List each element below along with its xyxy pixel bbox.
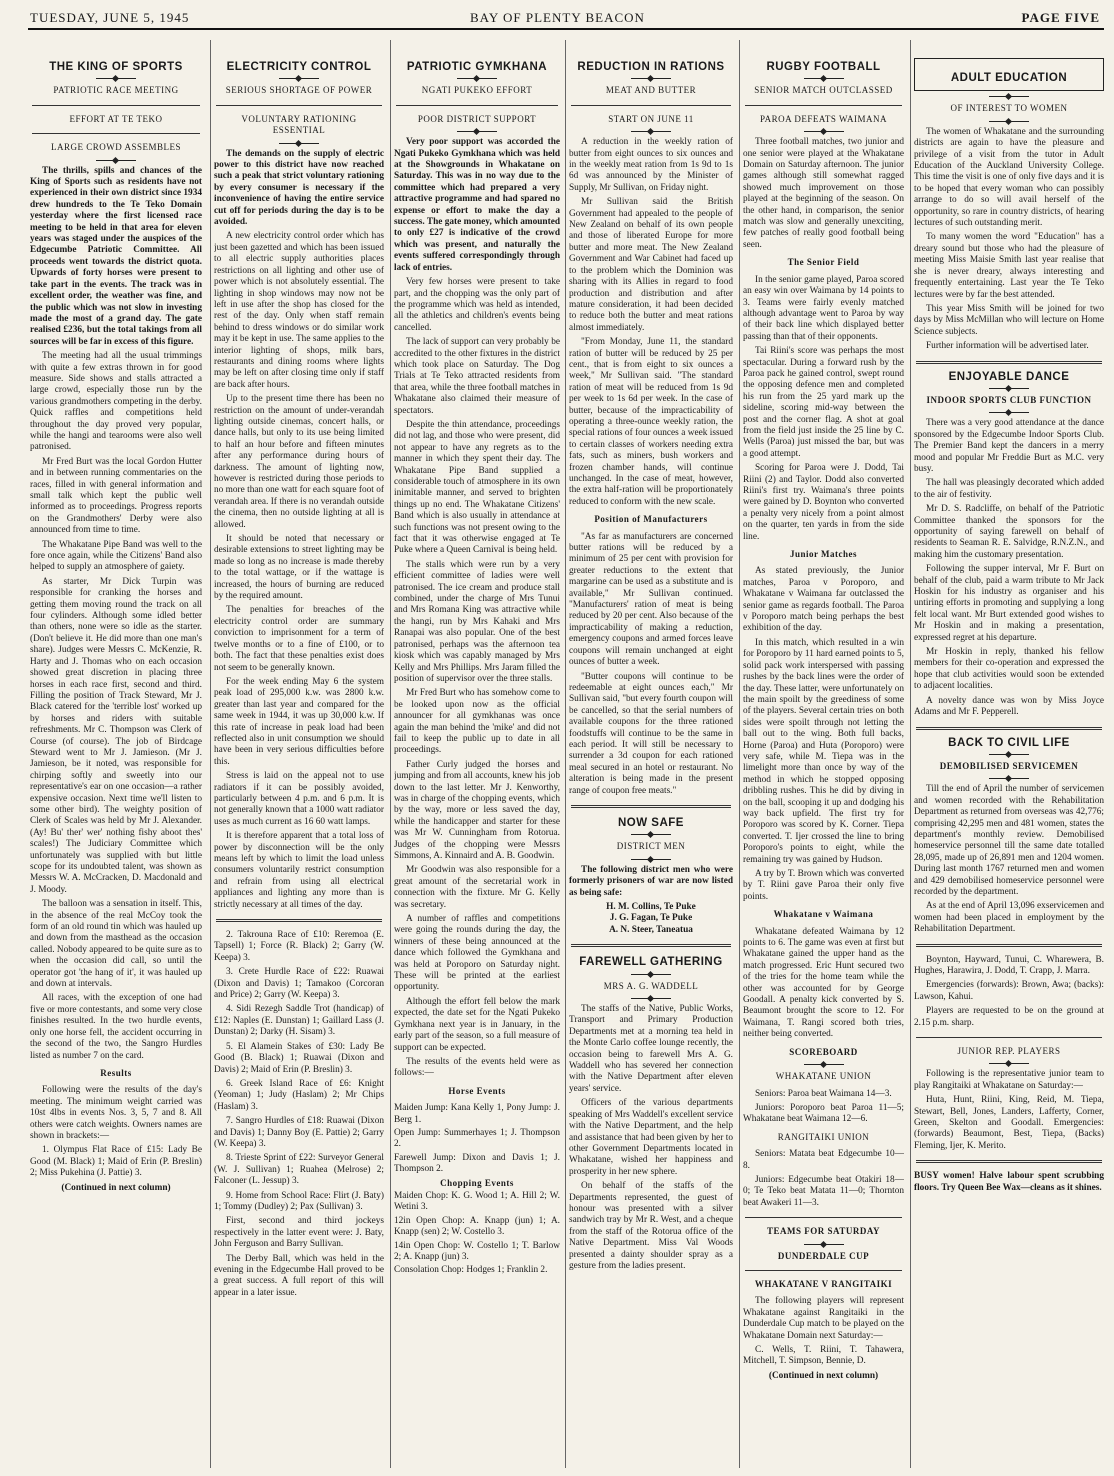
ornament-rule xyxy=(804,1244,844,1245)
paragraph: A novelty dance was won by Miss Joyce Adams and Mr F. Pepperell. xyxy=(914,695,1104,718)
chopping-events-heading: Chopping Events xyxy=(440,1177,514,1188)
paragraph: As at the end of April 13,096 exservicemen and women had been placed in employment by the Rehabilitation Department. xyxy=(914,901,1104,935)
paragraph: Players are requested to be on the ground at 2.15 p.m. sharp. xyxy=(914,1006,1104,1028)
paragraph: The stalls which were run by a very efficient committee of ladies were well patronised. The ice cream and produce stall combined, under the charge of Mrs Tunui and Mrs Romana King was attractive while the hangi, run by Mrs Kahaki and Mrs Ranapai was also popular. One of the best patronised, perhaps was the afternoon tea kiosk which was capably managed by Mrs Kelly and Mrs Phillips. Mrs Jaram filled the position of supervisor over the three stalls. xyxy=(394,559,560,684)
electricity-lead: The demands on the supply of electric power to this district have now reached such a peak that strict voluntary rationing by every consumer is necessary if the inconvenience of having the entire service cut off for periods during the day is to be avoided. xyxy=(214,148,384,228)
paragraph: In this match, which resulted in a win for Poroporo by 11 hard earned points to 5, solid pack work interspersed with passing rushes by the back lines were the order of the day. These latter, were unfortunately on the main spoilt by the greediness of some of the players. Several certain tries on both sides were spoilt through not letting the ball out to the wing. Both full backs, Horne (Paroa) and Huta (Poroporo) were very safe, while M. Tiepa was in the limelight more than once by way of the method in which he stopped opposing dribbling rushes. This he did by diving in on the ball, scooping it up and dodging his way back upfield. The first try for Poroporo was scored by K. Corner. Tiepa converted. T. Ijer crossed the line to bring Poroporo's points to eight, while the remaining try was gained by Hudson. xyxy=(743,637,904,865)
ornament-rule xyxy=(631,131,671,132)
event-result: Farewell Jump: Dixon and Davis 1; J. Thompson 2. xyxy=(394,1152,560,1175)
gymkhana-deck: NGATI PUKEKO EFFORT xyxy=(421,85,533,96)
ornament-rule xyxy=(989,96,1029,97)
column-adult-education xyxy=(914,34,1104,1466)
junior-rep-heading: JUNIOR REP. PLAYERS xyxy=(957,1046,1061,1057)
race-deck: PATRIOTIC RACE MEETING xyxy=(53,85,179,96)
page-number: PAGE FIVE xyxy=(1021,10,1100,25)
paragraph: Mr Sullivan said the British Government had appealed to the people of New Zealand on behalf of its own people and those of liberated Europe for more butter and more meat. The New Zealand Government and War Cabinet had faced up to the problem which the Dominion was sharing with its Allies in regard to food production and distribution and after mature consideration, it had been decided to reduce both the butter and meat rations almost immediately. xyxy=(569,197,733,333)
divider xyxy=(571,105,731,106)
column-rule xyxy=(390,40,391,1468)
paragraph: The balloon was a sensation in itself. This, in the absence of the real McCoy took the form of an old round tin which was hauled up and down from the masthead as the occasion called. Nobody appeared to be quite sure as to when the occasion did call, so until the operator got 'the hang of it', it was hauled up and down at intervals. xyxy=(30,899,202,990)
gymkhana-lead: Very poor support was accorded the Ngati Pukeko Gymkhana which was held at the Showgrounds in Whakatane on Saturday. This was in no way due to the committee which had prepared a very attractive programme and had spared no expense or effort to make the day a success. The gate money, which amounted to only £27 is indicative of the crowd which was present, and naturally the events suffered correspondingly through lack of entries. xyxy=(394,137,560,273)
paragraph: Tai Riini's score was perhaps the most spectacular. During a forward rush by the Paroa pack he gained control, swept round the opposing defence men and completed his run from the 25 yard mark up the sideline, scoring mid-way between the post and the corner flag. A shot at goal from the field just inside the 25 line by C. Wells (Paroa) just missed the bar, but was a good attempt. xyxy=(743,346,904,459)
manufacturers-heading: Position of Manufacturers xyxy=(594,514,708,525)
column-rugby xyxy=(743,34,904,1466)
queen-bee-wax-advert: BUSY women! Halve labour spent scrubbing floors. Try Queen Bee Wax—cleans as it shines. xyxy=(914,1171,1104,1193)
paragraph: Following the supper interval, Mr F. Burt on behalf of the club, paid a warm tribute to Mr Jack Hoskin for his industry as organiser and his untiring efforts in promoting and supplying a long felt local want. Mr Burt extended good wishes to Mr Hoskin and in making a presentation, expressed regret at his departure. xyxy=(914,564,1104,643)
civil-life-deck: DEMOBILISED SERVICEMEN xyxy=(939,760,1079,771)
senior-field-heading: The Senior Field xyxy=(787,257,860,268)
ornament-rule xyxy=(804,1064,844,1065)
paragraph: Huta, Hunt, Riini, King, Reid, M. Tiepa, Stewart, Bell, Jones, Landers, Lafferty, Corner, Green, Skelton and Goodall. Emergencies: (forwards) Beaumont, Best, Tiepa, (Backs) Fleming, Ijer, K. Merito. xyxy=(914,1095,1104,1151)
electricity-headline: ELECTRICITY CONTROL xyxy=(226,61,372,73)
masthead-rule xyxy=(28,28,1104,30)
ornament-rule xyxy=(989,754,1029,755)
paragraph: Father Curly judged the horses and jumping and from all accounts, knew his job down to the last letter. Mr J. Kenworthy, was in charge of the chopping events, which by the way, more or less saved the day, while the handicapper and starter for these was Mr W. Cunningham from Rotorua. Judges of the chopping were Messrs Simmons, A. Kinnaird and A. B. Goodwin. xyxy=(394,759,560,861)
paragraph: It is therefore apparent that a total loss of power by disconnection will be the only means left by which to limit the load unless consumers voluntarily restrict consumption and refrain from using all electrical appliances and lighting any more than is strictly necessary at all times of the day. xyxy=(214,831,384,910)
paragraph: "From Monday, June 11, the standard ration of butter will be reduced by 25 per cent., that is from eight to six ounces a week," Mr Sullivan said. "The standard ration of meat will be reduced from 1s 9d per week to 1s 6d per week. In the case of butter, because of the impracticability of operating a three-ounce weekly ration, the special rations of four ounces a week issued to certain classes of workers needing extra fats, such as miners, bush workers and frozen chamber hands, will continue unchanged. In the case of meat, however, the extra half-ration will be proportionately reduced to conform with the new scale. xyxy=(569,337,733,507)
paragraph: For the week ending May 6 the system peak load of 295,000 k.w. was 2800 k.w. greater than last year and compared for the same week in 1944, it was up 30,000 k.w. If this rate of increase in peak load had been reflected also in unit consumption we should have been in very serious difficulties before this. xyxy=(214,676,384,767)
dance-headline: ENJOYABLE DANCE xyxy=(948,370,1070,383)
paragraph: On behalf of the staffs of the Departments represented, the guest of honour was presented with a silver sandwich tray by Mr R. West, and a cheque from the staff of the Rotorua office of the Native Department. Miss Val Woods presented a dainty shoulder spray as a gesture from the ladies present. xyxy=(569,1181,733,1271)
divider xyxy=(745,1217,902,1218)
ornament-rule xyxy=(804,78,844,79)
divider xyxy=(745,105,902,106)
paragraph: Up to the present time there has been no restriction on the amount of under-verandah lighting outside cinemas, concert halls, or dance halls, but only to its use being limited to half an hour before and fifteen minutes after any performance during hours of darkness. The amount of lighting now, however is restricted during those periods to no more than one watt for each square foot of verandah area. If there is no verandah outside the cinema, then no outside lighting at all is allowed. xyxy=(214,394,384,530)
divider xyxy=(916,1037,1102,1038)
race-result: 9. Home from School Race: Flirt (J. Baty) 1; Tommy (Dudley) 2; Pax (Sullivan) 3. xyxy=(214,1190,384,1212)
paragraph: Despite the thin attendance, proceedings did not lag, and those who were present, did not appear to have any regrets as to the manner in which they spent their day. The Whakatane Pipe Band supplied a considerable touch of atmosphere in its own inimitable manner, and served to brighten things up no end. The Whakatane Citizens' Band which is also usually in attendance at such functions was not present owing to the fact that it was otherwise engaged at Te Puke where a Queen Carnival is being held. xyxy=(394,419,560,556)
safe-name: H. M. Collins, Te Puke xyxy=(606,902,696,912)
paragraph: The Whakatane Pipe Band was well to the fore once again, while the Citizens' Band also helped to supply an atmosphere of gaiety. xyxy=(30,539,202,573)
paragraph: First, second and third jockeys respectively in the latter event were: J. Baty, John Ferguson and Barry Sullivan. xyxy=(214,1216,384,1250)
divider xyxy=(916,361,1102,364)
divider xyxy=(32,105,200,106)
ornament-rule xyxy=(989,412,1029,413)
whakatane-union-heading: WHAKATANE UNION xyxy=(775,1071,872,1082)
paragraph: Emergencies (forwards): Brown, Awa; (backs): Lawson, Kahui. xyxy=(914,980,1104,1002)
paragraph: The results of the events held were as follows:— xyxy=(394,1056,560,1079)
now-safe-headline: NOW SAFE xyxy=(618,816,684,829)
adult-education-deck: OF INTEREST TO WOMEN xyxy=(950,103,1068,114)
ornament-rule xyxy=(96,78,136,79)
divider xyxy=(916,727,1102,730)
dance-deck: INDOOR SPORTS CLUB FUNCTION xyxy=(926,394,1092,405)
issue-date: TUESDAY, JUNE 5, 1945 xyxy=(30,10,190,25)
ornament-rule xyxy=(631,78,671,79)
divider xyxy=(916,1160,1102,1163)
paragraph: A reduction in the weekly ration of butter from eight ounces to six ounces and in the weekly meat ration from 1s 9d to 1s 6d was announced by the Minister of Supply, Mr Sullivan, on Friday night. xyxy=(569,137,733,193)
paragraph: Whakatane defeated Waimana by 12 points to 6. The game was even at first but Whakatane gained the upper hand as the match progressed. Eric Hunt secured two of the tries for the home team while the other was accounted for by George Goodall. A penalty kick converted by S. Beaumont brought the score to 12. For Waimana, T. Rangi scored both tries, neither being converted. xyxy=(743,926,904,1040)
ornament-rule xyxy=(457,78,497,79)
paragraph: Scoring for Paroa were J. Dodd, Tai Riini (2) and Taylor. Dodd also converted Riini's first try. Waimana's three points were gained by D. Boynton who converted a penalty very nicely from a point almost on the quarter, ten yards in from the side line. xyxy=(743,463,904,542)
race-result: 8. Trieste Sprint of £22: Surveyor General (W. J. Sullivan) 1; Ruahea (Melrose) 2; Falconer (L. Jessup) 3. xyxy=(214,1153,384,1187)
paragraph: Officers of the various departments speaking of Mrs Waddell's excellent service with the Native Department, and the help and assistance that had been given by her to other Government Departments located in Whakatane, wished her happiness and prosperity in her new sphere. xyxy=(569,1098,733,1177)
ornament-rule xyxy=(279,143,319,144)
rangitaiki-union-heading: RANGITAIKI UNION xyxy=(777,1131,870,1142)
column-rule xyxy=(910,40,911,1468)
ornament-rule xyxy=(989,778,1029,779)
paragraph: Mr D. S. Radcliffe, on behalf of the Patriotic Committee thanked the sponsors for the opportunity of saying farewell on behalf of residents to Seaman R. E. Salvidge, R.N.Z.N., and making him the customary presentation. xyxy=(914,504,1104,560)
results-heading: Results xyxy=(100,1067,132,1078)
adult-education-headline: ADULT EDUCATION xyxy=(914,58,1104,91)
continued-note: (Continued in next column) xyxy=(61,1182,171,1193)
rugby-headline: RUGBY FOOTBALL xyxy=(766,61,881,73)
paragraph: Following is the representative junior team to play Rangitaiki at Whakatane on Saturday:— xyxy=(914,1069,1104,1091)
rations-deck: START ON JUNE 11 xyxy=(608,113,694,124)
gymkhana-deck: POOR DISTRICT SUPPORT xyxy=(417,113,537,124)
electricity-deck: VOLUNTARY RATIONING ESSENTIAL xyxy=(241,113,357,136)
electricity-deck: SERIOUS SHORTAGE OF POWER xyxy=(225,85,373,96)
paragraph: Till the end of April the number of servicemen and women recorded with the Rehabilitation Department as returned from overseas was 42,776; comprising 42,295 men and 481 women, states the department's monthly review. Demobilised homeservice personnel till the same date totalled 28,095, made up of 26,891 men and 1204 women. During last month 1767 returned men and women and 429 demobilised homeservice personnel were recorded by the department. xyxy=(914,784,1104,897)
paragraph: There was a very good attendance at the dance sponsored by the Edgecumbe Indoor Sports Club. The Premier Band kept the dancers in a merry mood and popular Mr Freddie Burt as M.C. very busy. xyxy=(914,418,1104,474)
column-rule xyxy=(210,40,211,1468)
column-rule xyxy=(739,40,740,1468)
paragraph: Mr Fred Burt was the local Gordon Hutter and in between running commentaries on the races, filled in with general information and small talk which kept the public well informed as to proceedings. Progress reports on the Grandmothers' Derby were also announced from time to time. xyxy=(30,456,202,536)
race-result: 2. Takrouna Race of £10: Reremoa (E. Tapsell) 1; Force (R. Black) 2; Garry (W. Keepa) 3. xyxy=(214,930,384,963)
paragraph: The penalties for breaches of the electricity control order are summary conviction to imprisonment for a term of twelve months or to a fine of £100, or to both. The fact that these penalties exist does not seem to be generally known. xyxy=(214,605,384,673)
now-safe-deck: DISTRICT MEN xyxy=(616,841,686,852)
paragraph: C. Wells, T. Riini, T. Tahawera, Mitchell, T. Simpson, Bennie, D. xyxy=(743,1345,904,1367)
paragraph: This year Miss Smith will be joined for two days by Miss McMillan who will lecture on Home Science subjects. xyxy=(914,303,1104,337)
farewell-deck: MRS A. G. WADDELL xyxy=(603,980,699,991)
paragraph: Three football matches, two junior and one senior were played at the Whakatane Domain on Saturday afternoon. The junior games although still somewhat ragged showed much improvement on those played at the beginning of the season. On the other hand, in comparison, the senior match was slow and generally unexciting, few patches of really good football being seen. xyxy=(743,137,904,250)
paragraph: The Derby Ball, which was held in the evening in the Edgecumbe Hall proved to be a great success. A full report of this will appear in a later issue. xyxy=(214,1253,384,1298)
paragraph: A try by T. Brown which was converted by T. Riini gave Paroa their only five points. xyxy=(743,869,904,902)
ornament-rule xyxy=(989,388,1029,389)
event-result: Maiden Chop: K. G. Wood 1; A. Hill 2; W. Wetini 3. xyxy=(394,1190,560,1213)
rations-deck: MEAT AND BUTTER xyxy=(605,85,697,96)
race-result: 3. Crete Hurdle Race of £22: Ruawai (Dixon and Davis) 1; Tamakoo (Corcoran and Price) 2; Garry (W. Keepa) 3. xyxy=(214,967,384,1001)
paragraph: Although the effort fell below the mark expected, the date set for the Ngati Pukeko Gymkhana next year is in January, in the early part of the season, so a full measure of support can be expected. xyxy=(394,996,560,1053)
race-deck: LARGE CROWD ASSEMBLES xyxy=(50,142,181,153)
column-electricity xyxy=(214,34,384,1466)
paragraph: Mr Goodwin was also responsible for a great amount of the secretarial work in connection with the fixture. Mr G. Kelly was secretary. xyxy=(394,865,560,910)
paragraph: The hall was pleasingly decorated which added to the air of festivity. xyxy=(914,478,1104,500)
score-line: Juniors: Edgecumbe beat Otakiri 18—0; Te Teko beat Matata 11—0; Thornton beat Awakeri 11—3. xyxy=(743,1174,904,1208)
safe-name: J. G. Fagan, Te Puke xyxy=(609,913,693,924)
paragraph: In the senior game played, Paroa scored an easy win over Waimana by 14 points to 3. Teams were fairly evenly matched although advantage went to Paroa by way of their back line which displayed better passing than that of their opponents. xyxy=(743,274,904,342)
race-result: 1. Olympus Flat Race of £15: Lady Be Good (M. Black) 1; Maid of Erin (P. Breslin) 2; Miss Pukehina (J. Pattie) 3. xyxy=(30,1145,202,1179)
dunderdale-cup-heading: DUNDERDALE CUP xyxy=(777,1250,870,1261)
divider xyxy=(216,919,382,922)
paragraph: It should be noted that necessary or desirable extensions to street lighting may be made so long as no increase is made thereby to the total wattage, or if the wattage is increased, the hours of burning are reduced by the required amount. xyxy=(214,534,384,602)
race-deck: EFFORT AT TE TEKO xyxy=(69,113,163,124)
event-result: Maiden Jump: Kana Kelly 1, Pony Jump: J. Berg 1. xyxy=(394,1103,560,1125)
whakatane-rangitaiki-heading: WHAKATANE V RANGITAIKI xyxy=(754,1278,893,1289)
ornament-rule xyxy=(279,78,319,79)
column-rations xyxy=(569,34,733,1466)
paragraph: Stress is laid on the appeal not to use radiators if it can be possibly avoided, particularly between 4 p.m. and 6 p.m. It is not generally known that a 1000 watt radiator uses as much current as 16 60 watt lamps. xyxy=(214,771,384,827)
teams-saturday-heading: TEAMS FOR SATURDAY xyxy=(766,1226,880,1237)
rugby-deck: SENIOR MATCH OUTCLASSED xyxy=(754,85,893,96)
ornament-rule xyxy=(989,121,1029,122)
race-headline: THE KING OF SPORTS xyxy=(49,61,183,73)
event-result: Open Jump: Summerhayes 1; J. Thompson 2. xyxy=(394,1127,560,1150)
ornament-rule xyxy=(631,859,671,860)
paragraph: The staffs of the Native, Public Works, Transport and Primary Production Departments met at a morning tea held in the Monte Carlo coffee lounge recently, the occasion being to farewell Mrs A. G. Waddell who has severed her connection with the Native Department after eleven years' service. xyxy=(569,1004,733,1094)
safe-name: A. N. Steer, Taneatua xyxy=(609,924,693,935)
score-line: Juniors: Poroporo beat Paroa 11—5; Whakatane beat Waimana 12—6. xyxy=(743,1102,904,1125)
paragraph: The women of Whakatane and the surrounding districts are again to have the pleasure and privilege of a visit from the tutor in Adult Education of the Auckland University College. This time the visit is one of only five days and it is to be hoped that every woman who can possibly arrange to do so will avail herself of the opportunity, so rare in country districts, of hearing lectures of such outstanding merit. xyxy=(914,126,1104,229)
paragraph: All races, with the exception of one had five or more contestants, and some very close finishes resulted. In the two hurdle events, only one horse fell, the accident occurring in the second of the two, the Sangro Hurdles listed as number 7 on the card. xyxy=(30,993,202,1061)
divider xyxy=(32,133,200,134)
rugby-deck: PAROA DEFEATS WAIMANA xyxy=(759,113,888,124)
paragraph: As starter, Mr Dick Turpin was responsible for cranking the horses and getting them moving round the track on all four cylinders. Although some idled better than others, none were so idle as the starter. (Don't believe it. He did more than one man's share). Judges were Messrs C. McKenzie, R. Harty and J. Thomas who on each occasion showed great discretion in placing three horses in each race first, second and third. Filling the position of Track Steward, Mr J. Black catered for the 'terrible lost' worked up by horses and riders with suitable refreshments. Mr C. Thompson was Clerk of Course (of course). The job of Birdcage Steward went to Mr J. Jamieson. (Mr J. Jamieson, be it noted, was responsible for chirping softly and sweetly into our representative's ear on one occasion—a rather expensive occasion. Next time we'll listen to some other bird). The weighty position of Clerk of Scales was held by Mr J. Alexander. (Ay! Bu' ther' wer' nothing fishy aboot thes' scales!) The Judiciary Committee which unfortunately was supplied with but little scope for its undoubted talent, was shown as Messrs W. A. McCracken, D. Macdonald and J. Moody. xyxy=(30,576,202,895)
score-line: Seniors: Matata beat Edgecumbe 10—8. xyxy=(743,1149,904,1171)
paragraph: "Butter coupons will continue to be redeemable at eight ounces each," Mr Sullivan said, "but every fourth coupon will be cancelled, so that the serial numbers of available coupons for the three rationed foodstuffs will continue to be the same in each period. It will still be necessary to surrender a 3d coupon for each rationed meal secured in an hotel or restaurant. No alteration is being made in the present range of coupon free meats." xyxy=(569,671,733,796)
race-lead: The thrills, spills and chances of the King of Sports such as residents have not experienced in their own district since 1934 drew hundreds to the Te Teko Domain yesterday where the first licensed race meeting to be held in that area for eleven years was staged under the auspices of the Edgecumbe Patriotic Committee. All proceeds went towards the district quota. Upwards of forty horses were present to take part in the events. The track was in excellent order, the weather was fine, and the public which was not slow in investing made the most of a grand day. The gate realised £236, but the total takings from all sources will be far in excess of this figure. xyxy=(30,165,202,347)
race-result: 7. Sangro Hurdles of £18: Ruawai (Dixon and Davis) 1; Danny Boy (E. Pattie) 2; Garry (W. Keepa) 3. xyxy=(214,1116,384,1149)
divider xyxy=(571,944,731,947)
ornament-rule xyxy=(457,131,497,132)
divider xyxy=(745,1270,902,1271)
column-gymkhana xyxy=(394,34,560,1466)
junior-matches-heading: Junior Matches xyxy=(789,549,858,560)
event-result: Consolation Chop: Hodges 1; Franklin 2. xyxy=(394,1265,548,1276)
paragraph: Further information will be advertised later. xyxy=(926,341,1089,352)
paragraph: To many women the word "Education" has a dreary sound but those who had the pleasure of meeting Miss Maisie Smith last year realise that she is never dreary, always interesting and frequently entertaining. Last year the Te Teko lectures were by far the best attended. xyxy=(914,232,1104,300)
paragraph: A number of raffles and competitions were going the rounds during the day, the winners of these being announced at the dance which followed the Gymkhana and was held at Poroporo on Saturday night. These will be printed at the earliest opportunity. xyxy=(394,914,560,993)
horse-events-heading: Horse Events xyxy=(448,1085,506,1096)
paragraph: Mr Fred Burt who has somehow come to be looked upon now as the official announcer for all gymkhanas was once again the man behind the 'mike' and did not fail to keep the public up to date in all proceedings. xyxy=(394,688,560,756)
ornament-rule xyxy=(631,998,671,999)
paragraph: The following players will represent Whakatane against Rangitaiki in the Dunderdale Cup match to be played on the Whakatane Domain next Saturday:— xyxy=(743,1296,904,1341)
race-result: 5. El Alamein Stakes of £30: Lady Be Good (B. Black) 1; Ruawai (Dixon and Davis) 2; Maid of Erin (P. Breslin) 3. xyxy=(214,1041,384,1075)
paragraph: The meeting had all the usual trimmings with quite a few extras thrown in for good measure. Side shows and stalls attracted a large crowd, especially those run by the various grandmothers competing in the derby. Quick raffles and competitions held throughout the day proved very popular, while the hangi and tearooms were also well patronised. xyxy=(30,351,202,453)
gymkhana-headline: PATRIOTIC GYMKHANA xyxy=(406,61,548,73)
ornament-rule xyxy=(631,834,671,835)
ornament-rule xyxy=(804,131,844,132)
race-result: 4. Sidi Rezegh Saddle Trot (handicap) of £12: Naples (E. Dunstan) 1; Gaillard Lass (J. Dunstan) 2; Darky (H. Sisam) 3. xyxy=(214,1004,384,1038)
paragraph: The lack of support can very probably be accredited to the other fixtures in the district which took place on Saturday. The Dog Trials at Te Teko attracted residents from that area, while the three football matches in Whakatane also claimed their measure of spectators. xyxy=(394,337,560,416)
divider xyxy=(396,105,558,106)
divider xyxy=(216,105,382,106)
paragraph: Mr Hoskin in reply, thanked his fellow members for their co-operation and expressed the hope that club activities would soon be extended to adjacent localities. xyxy=(914,647,1104,692)
score-line: Seniors: Paroa beat Waimana 14—3. xyxy=(755,1088,892,1099)
ornament-rule xyxy=(989,1063,1029,1064)
paragraph: A new electricity control order which has just been gazetted and which has been issued to all electric supply authorities places restrictions on all lighting and other use of power which is not absolutely essential. The lighting in shop windows may now not be left in use after the shop has closed for the rest of the day. Only when staff remain behind to dress windows or do similar work may it be kept in use. The same applies to the interior lighting of shops, milk bars, restaurants and dining rooms where lights may be left on after closing time only if staff are back after hours. xyxy=(214,231,384,390)
column-rule xyxy=(565,40,566,1468)
paragraph: Following were the results of the day's meeting. The minimum weight carried was 10st 4lbs in events Nos. 3, 5, 7 and 8. All others were catch weights. Owners names are shown in brackets:— xyxy=(30,1085,202,1141)
event-result: 12in Open Chop: A. Knapp (jun) 1; A. Knapp (sen) 2; W. Costello 3. xyxy=(394,1215,560,1238)
divider xyxy=(916,944,1102,947)
continued-note: (Continued in next column) xyxy=(768,1370,879,1381)
ornament-rule xyxy=(96,160,136,161)
paragraph: Boynton, Hayward, Tunui, C. Wharewera, B. Hughes, Harawira, J. Dodd, T. Crapp, J. Marra. xyxy=(914,954,1104,976)
now-safe-lead: The following district men who were formerly prisoners of war are now listed as being safe: xyxy=(569,864,733,898)
paper-title: BAY OF PLENTY BEACON xyxy=(470,10,645,25)
race-result: 6. Greek Island Race of £6: Knight (Yeoman) 1; Judy (Haslam) 2; Mr Chips (Haslam) 3. xyxy=(214,1078,384,1112)
whakatane-waimana-heading: Whakatane v Waimana xyxy=(773,909,874,920)
civil-life-headline: BACK TO CIVIL LIFE xyxy=(948,736,1070,749)
event-result: 14in Open Chop: W. Costello 1; T. Barlow 2; A. Knapp (jun) 3. xyxy=(394,1240,560,1262)
column-race-meeting xyxy=(30,34,202,1466)
scoreboard-heading: SCOREBOARD xyxy=(789,1046,858,1057)
divider xyxy=(571,805,731,808)
ornament-rule xyxy=(631,974,671,975)
farewell-headline: FAREWELL GATHERING xyxy=(579,956,723,969)
rations-headline: REDUCTION IN RATIONS xyxy=(577,61,725,73)
paragraph: Very few horses were present to take part, and the chopping was the only part of the programme which was held as intended, all the athletics and children's events being cancelled. xyxy=(394,277,560,333)
paragraph: "As far as manufacturers are concerned butter rations will be reduced by a minimum of 25 per cent with provision for greater reductions to the extent that margarine can be used as a substitute and is available," Mr Sullivan continued. "Manufacturers' ration of meat is being reduced by 20 per cent. Also because of the impracticability of making a reduction, emergency coupons and armed forces leave coupons will remain unchanged at eight ounces of butter a week. xyxy=(569,531,733,668)
paragraph: As stated previously, the Junior matches, Paroa v Poroporo, and Whakatane v Waimana far outclassed the senior game as regards football. The Paroa v Poroporo match being perhaps the best exhibition of the day. xyxy=(743,566,904,634)
